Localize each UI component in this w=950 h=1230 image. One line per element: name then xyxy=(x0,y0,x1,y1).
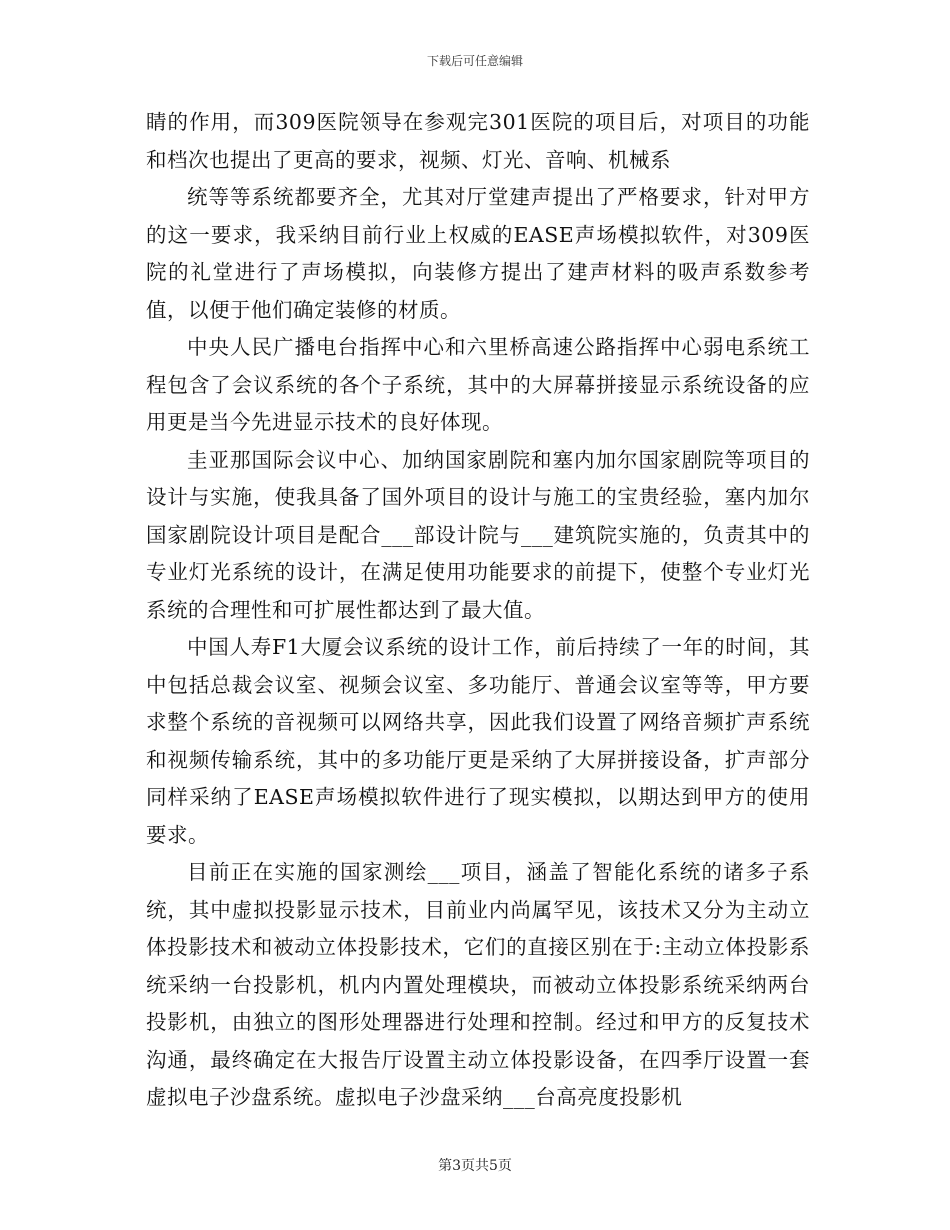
document-body xyxy=(146,104,810,1117)
page-number: 第3页共5页 xyxy=(438,1158,512,1174)
paragraph-2: 统等等系统都要齐全，尤其对厅堂建声提出了严格要求，针对甲方的这一要求，我采纳目前行业上权威的EASE声场模拟软件，对309医院的礼堂进行了声场模拟，向装修方提出了建声材料的吸声系数参考值，以便于他们确定装修的材质。 xyxy=(146,185,810,322)
paragraph-3: 中央人民广播电台指挥中心和六里桥高速公路指挥中心弱电系统工程包含了会议系统的各个子系统，其中的大屏幕拼接显示系统设备的应用更是当今先进显示技术的良好体现。 xyxy=(146,335,810,434)
paragraph-1: 睛的作用，而309医院领导在参观完301医院的项目后，对项目的功能和档次也提出了更高的要求，视频、灯光、音响、机械系 xyxy=(146,110,810,172)
paragraph-6: 目前正在实施的国家测绘___项目，涵盖了智能化系统的诸多子系统，其中虚拟投影显示技术，目前业内尚属罕见，该技术又分为主动立体投影技术和被动立体投影技术，它们的直接区别在于:主动立体投影系统采纳一台投影机，机内内置处理模块，而被动立体投影系统采纳两台投影机，由独立的图形处理器进行处理和控制。经过和甲方的反复技术沟通，最终确定在大报告厅设置主动立体投影设备，在四季厅设置一套虚拟电子沙盘系统。虚拟电子沙盘采纳___台高亮度投影机 xyxy=(146,860,810,1109)
header-note: 下载后可任意编辑 xyxy=(426,54,523,68)
paragraph-5: 中国人寿F1大厦会议系统的设计工作，前后持续了一年的时间，其中包括总裁会议室、视频会议室、多功能厅、普通会议室等等，甲方要求整个系统的音视频可以网络共享，因此我们设置了网络音频扩声系统和视频传输系统，其中的多功能厅更是采纳了大屏拼接设备，扩声部分同样采纳了EASE声场模拟软件进行了现实模拟，以期达到甲方的使用要求。 xyxy=(146,635,810,847)
paragraph-4: 圭亚那国际会议中心、加纳国家剧院和塞内加尔国家剧院等项目的设计与实施，使我具备了国外项目的设计与施工的宝贵经验，塞内加尔国家剧院设计项目是配合___部设计院与___建筑院实施的，负责其中的专业灯光系统的设计，在满足使用功能要求的前提下，使整个专业灯光系统的合理性和可扩展性都达到了最大值。 xyxy=(146,447,810,622)
